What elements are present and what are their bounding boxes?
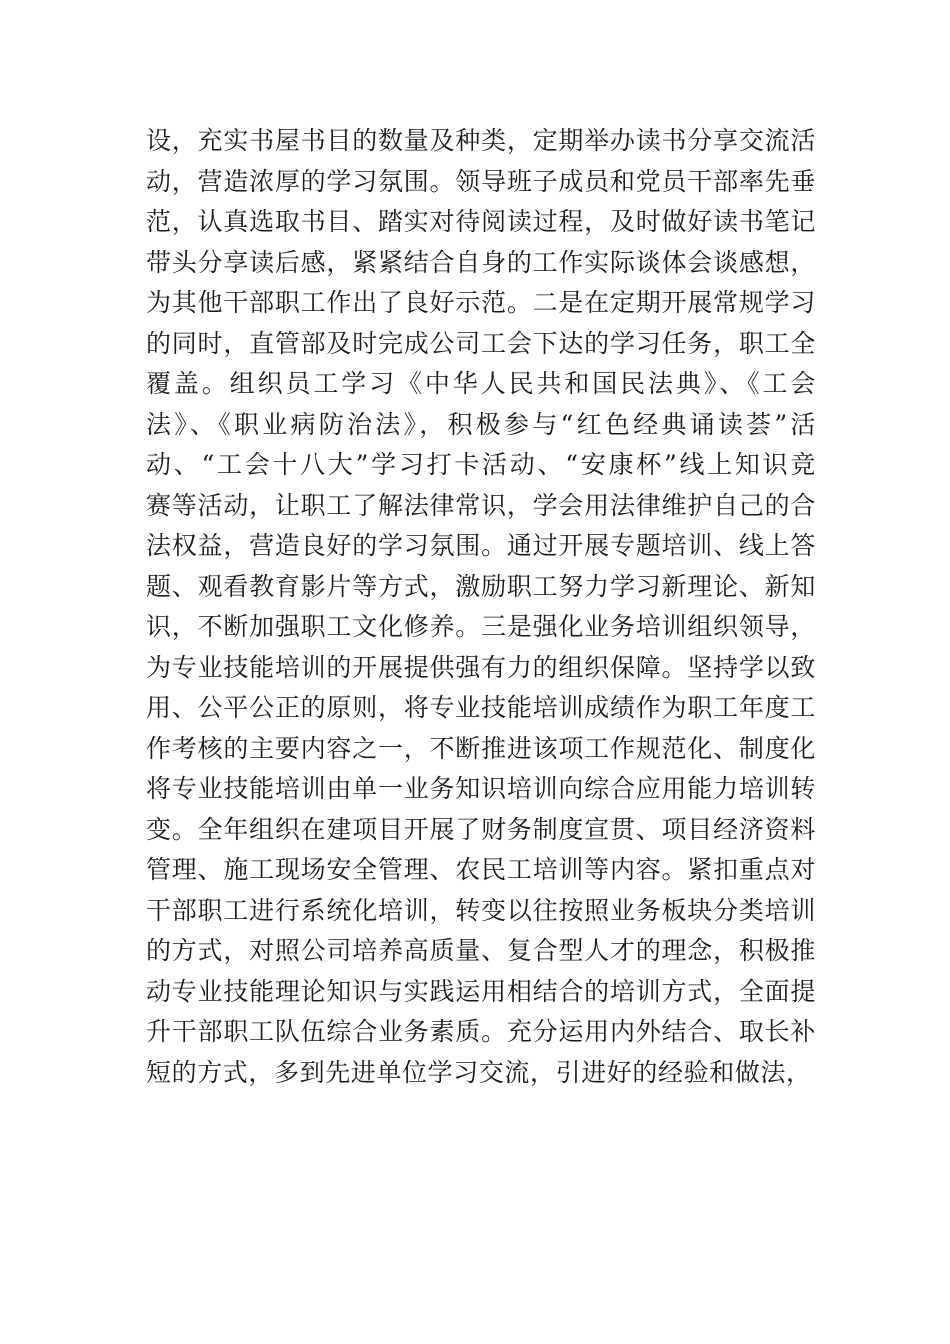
text-line: 作考核的主要内容之一，不断推进该项工作规范化、制度化 xyxy=(146,733,816,763)
text-line: 升干部职工队伍综合业务素质。充分运用内外结合、取长补 xyxy=(146,1017,816,1046)
text-line: 为专业技能培训的开展提供强有力的组织保障。坚持学以致 xyxy=(146,652,816,682)
text-line: 设，充实书屋书目的数量及种类，定期举办读书分享交流活 xyxy=(146,126,816,155)
text-line: 短的方式，多到先进单位学习交流，引进好的经验和做法， xyxy=(146,1057,812,1087)
text-line: 识，不断加强职工文化修养。三是强化业务培训组织领导， xyxy=(146,612,816,641)
text-line: 法》、《职业病防治法》，积极参与“红色经典诵读荟”活 xyxy=(146,409,816,439)
text-line: 将专业技能培训由单一业务知识培训向综合应用能力培训转 xyxy=(146,774,816,803)
text-line: 的方式，对照公司培养高质量、复合型人才的理念，积极推 xyxy=(146,936,816,965)
text-line: 为其他干部职工作出了良好示范。二是在定期开展常规学习 xyxy=(146,288,816,317)
text-line: 变。全年组织在建项目开展了财务制度宣贯、项目经济资料 xyxy=(146,814,816,844)
text-line: 管理、施工现场安全管理、农民工培训等内容。紧扣重点对 xyxy=(146,855,816,884)
text-line: 赛等活动，让职工了解法律常识，学会用法律维护自己的合 xyxy=(146,490,816,520)
text-line: 干部职工进行系统化培训，转变以往按照业务板块分类培训 xyxy=(146,895,816,925)
text-line: 范，认真选取书目、踏实对待阅读过程，及时做好读书笔记 xyxy=(146,207,816,236)
text-line: 的同时，直管部及时完成公司工会下达的学习任务，职工全 xyxy=(146,328,816,358)
text-line: 动专业技能理论知识与实践运用相结合的培训方式，全面提 xyxy=(146,976,816,1006)
text-line: 用、公平公正的原则，将专业技能培训成绩作为职工年度工 xyxy=(146,693,816,722)
text-line: 带头分享读后感，紧紧结合自身的工作实际谈体会谈感想， xyxy=(146,247,816,277)
text-line: 动，营造浓厚的学习氛围。领导班子成员和党员干部率先垂 xyxy=(146,166,816,196)
text-line: 动、“工会十八大”学习打卡活动、“安康杯”线上知识竞 xyxy=(146,450,816,479)
text-line: 覆盖。组织员工学习《中华人民共和国民法典》、《工会 xyxy=(146,369,816,398)
body-text xyxy=(146,121,816,1093)
text-line: 题、观看教育影片等方式，激励职工努力学习新理论、新知 xyxy=(146,571,816,601)
text-line: 法权益，营造良好的学习氛围。通过开展专题培训、线上答 xyxy=(146,531,816,560)
